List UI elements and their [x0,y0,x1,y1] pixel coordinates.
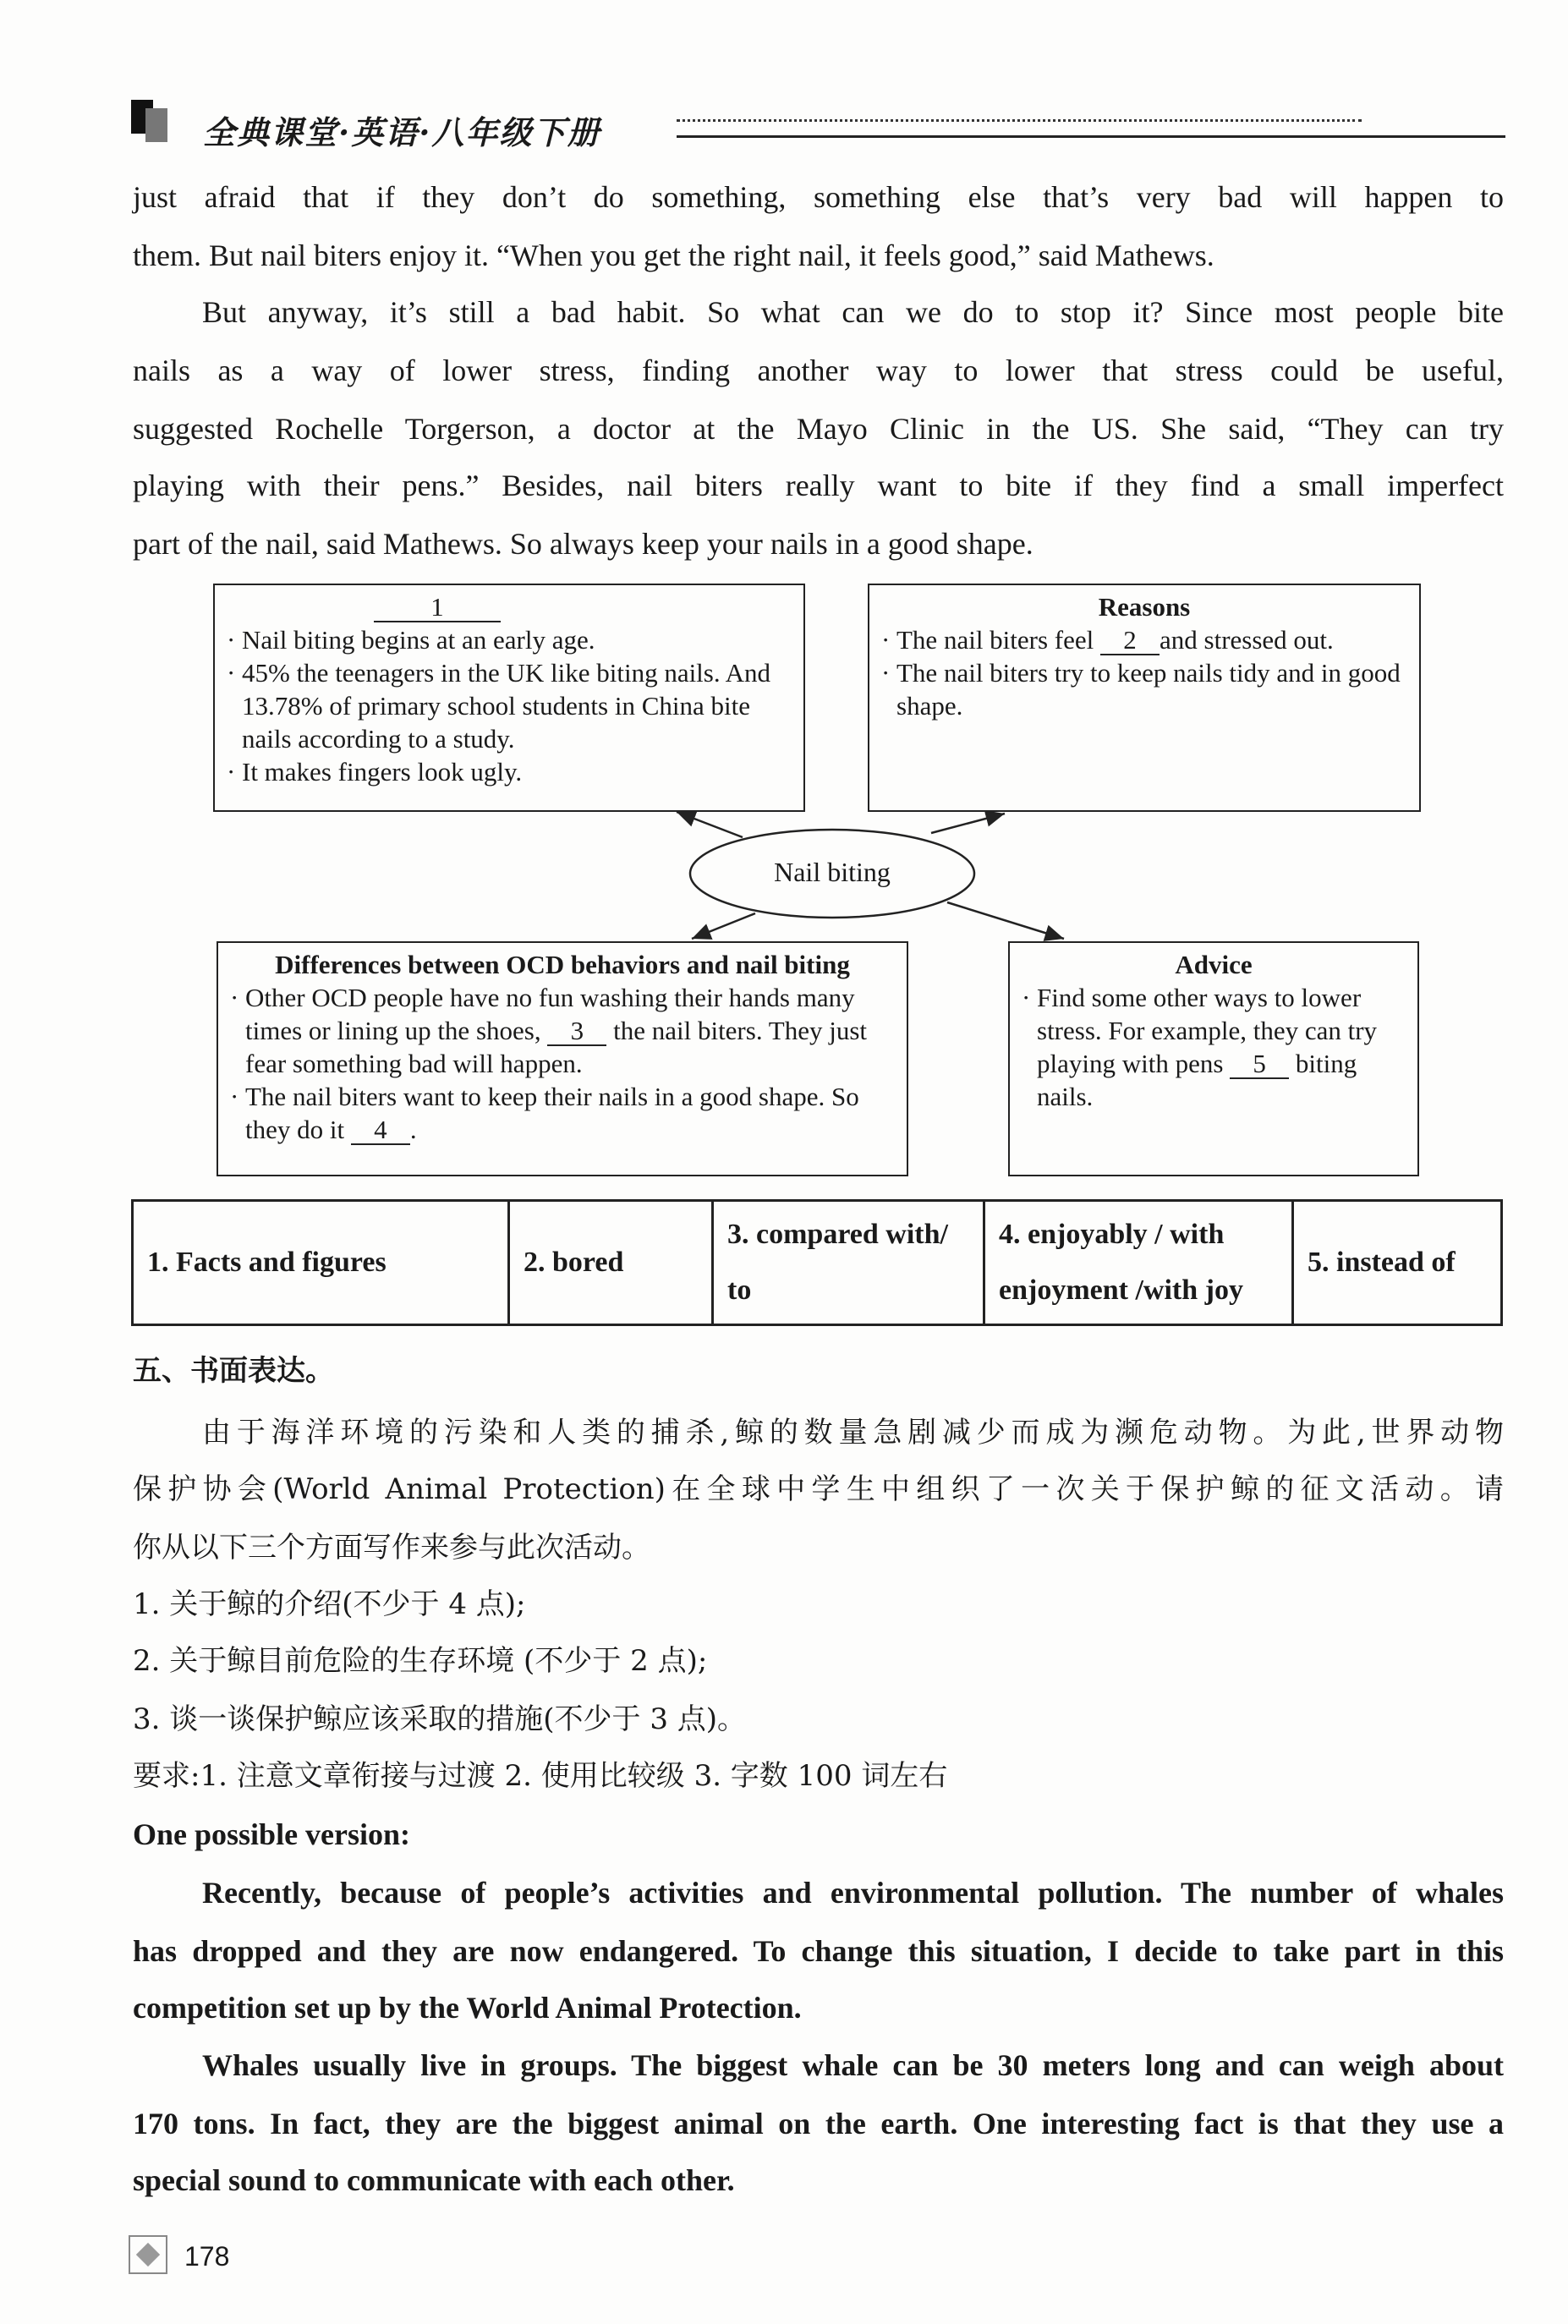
facts-bullet: · Nail biting begins at an early age. [223,623,795,656]
facts-box [213,584,805,812]
answer-cell: 1. Facts and figures [133,1201,509,1325]
passage-line: them. But nail biters enjoy it. “When you get the right nail, it feels good,” said Mathews. [133,238,1214,272]
differences-bullet [227,981,898,1080]
blank-4[interactable]: 4 [351,1116,410,1145]
arrow-to-advice [947,902,1064,939]
facts-bullet: · It makes fingers look ugly. [223,755,795,788]
advice-bullet [1018,981,1409,1113]
passage-line: just afraid that if they don’t do something, something else that’s very bad will happen to [133,180,1504,214]
prompt-line: 由于海洋环境的污染和人类的捕杀,鲸的数量急剧减少而成为濒危动物。为此,世界动物 [202,1416,1504,1450]
sample-line: special sound to communicate with each other. [133,2163,735,2197]
prompt-point: 2. 关于鲸目前危险的生存环境 (不少于 2 点); [133,1644,708,1678]
answer-cell: 4. enjoyably / with enjoyment /with joy [984,1201,1293,1325]
requirements: 要求:1. 注意文章衔接与过渡 2. 使用比较级 3. 字数 100 词左右 [133,1759,948,1793]
reasons-bullet [878,623,1411,656]
arrow-to-facts [677,812,743,837]
answer-cell: 3. compared with/ to [713,1201,984,1325]
advice-title: Advice [1175,950,1253,979]
text: Find some other ways to lower stress. For example, they can try playing with pens [1037,983,1378,1078]
blank-5[interactable]: 5 [1230,1050,1289,1079]
table-row [133,1201,1502,1325]
text: Other OCD people have no fun washing their hands many times or lining up the shoes, [245,983,855,1045]
arrow-to-reasons [931,814,1005,833]
text: biting nails. [1037,1049,1357,1111]
prompt-point: 1. 关于鲸的介绍(不少于 4 点); [133,1587,526,1621]
text: and stressed out. [1160,625,1334,655]
passage-line: nails as a way of lower stress, finding another way to lower that stress could be useful, [133,354,1504,387]
sample-line: has dropped and they are now endangered. To change this situation, I decide to take part in this [133,1934,1504,1968]
section-heading: 五、书面表达。 [133,1354,334,1388]
center-label: Nail biting [774,857,891,887]
answer-cell: 2. bored [509,1201,713,1325]
sample-line: Whales usually live in groups. The biggest whale can be 30 meters long and can weigh about [202,2048,1504,2082]
answer-table [131,1199,1503,1326]
passage-line: playing with their pens.” Besides, nail biters really want to bite if they find a small imperfect [133,469,1504,502]
text: The nail biters want to keep their nails in a good shape. So they do it [245,1082,859,1144]
reasons-bullet: · The nail biters try to keep nails tidy and in good shape. [878,656,1411,722]
sample-line: 170 tons. In fact, they are the biggest animal on the earth. One interesting fact is that they use a [133,2107,1504,2140]
page-number: 178 [184,2241,230,2272]
page-diamond-icon [129,2235,167,2274]
reasons-title: Reasons [1098,592,1191,622]
text: the nail biters. They just fear something bad will happen. [245,1016,867,1078]
prompt-line: 保护协会(World Animal Protection)在全球中学生中组织了一次关于保护鲸的征文活动。请 [133,1472,1504,1506]
blank-3[interactable]: 3 [547,1017,606,1046]
text: . [409,1115,417,1144]
blank-2[interactable]: 2 [1100,627,1160,655]
sample-line: Recently, because of people’s activities and environmental pollution. The number of whales [202,1876,1504,1910]
passage-line: But anyway, it’s still a bad habit. So what can we do to stop it? Since most people bite [202,295,1504,329]
reasons-box [868,584,1421,812]
passage-line: suggested Rochelle Torgerson, a doctor at the Mayo Clinic in the US. She said, “They can try [133,412,1504,446]
answer-cell: 5. instead of [1293,1201,1502,1325]
blank-1[interactable]: 1 [374,594,501,622]
differences-bullet [227,1080,898,1146]
header-title: 全典课堂·英语·八年级下册 [203,113,601,151]
facts-bullet: · 45% the teenagers in the UK like biting nails. And 13.78% of primary school students in China bite nails according to a study. [223,656,795,755]
text: The nail biters feel [896,625,1094,655]
arrow-to-differences [692,913,755,939]
differences-box [217,941,908,1176]
advice-box [1008,941,1419,1176]
sample-label: One possible version: [133,1817,411,1851]
prompt-point: 3. 谈一谈保护鲸应该采取的措施(不少于 3 点)。 [133,1702,747,1736]
sample-line: competition set up by the World Animal Protection. [133,1991,802,2025]
prompt-line: 你从以下三个方面写作来参与此次活动。 [133,1531,650,1565]
differences-title: Differences between OCD behaviors and nail biting [275,950,850,979]
passage-line: part of the nail, said Mathews. So always keep your nails in a good shape. [133,527,1033,561]
